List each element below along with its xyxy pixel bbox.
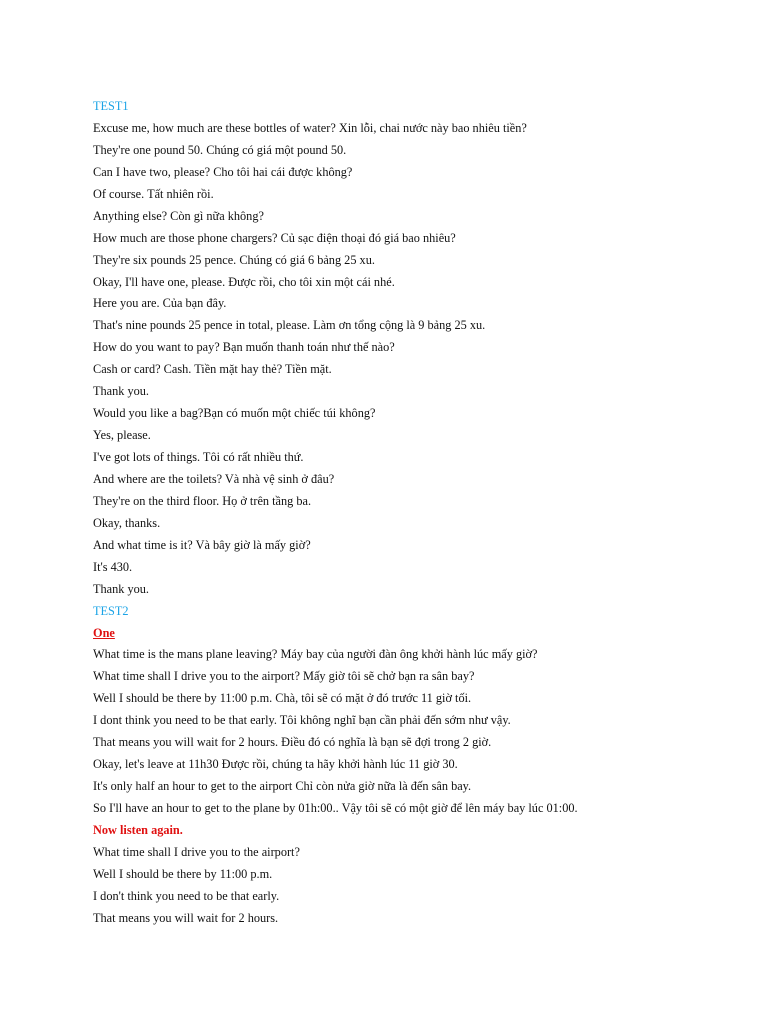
section-heading: TEST2 [93,603,129,618]
text-line: Anything else? Còn gì nữa không? [93,208,264,223]
text-line: That's nine pounds 25 pence in total, please. Làm ơn tổng cộng là 9 bảng 25 xu. [93,318,486,333]
text-line: I don't think you need to be that early. [93,888,280,903]
text-line: Cash or card? Cash. Tiền mặt hay thẻ? Tiền mặt. [93,362,332,377]
text-line: Well I should be there by 11:00 p.m. [93,866,273,881]
text-line: Can I have two, please? Cho tôi hai cái được không? [93,164,353,179]
text-line: And what time is it? Và bây giờ là mấy giờ? [93,537,311,552]
text-line: They're six pounds 25 pence. Chúng có giá 6 bảng 25 xu. [93,252,375,267]
text-line: They're one pound 50. Chúng có giá một pound 50. [93,142,347,157]
text-line: Okay, let's leave at 11h30 Được rồi, chúng ta hãy khởi hành lúc 11 giờ 30. [93,757,458,772]
text-line: Excuse me, how much are these bottles of water? Xin lỗi, chai nước này bao nhiêu tiền? [93,120,527,135]
text-line: Okay, I'll have one, please. Được rồi, cho tôi xin một cái nhé. [93,274,395,289]
text-line: Well I should be there by 11:00 p.m. Chà, tôi sẽ có mặt ở đó trước 11 giờ tối. [93,691,472,706]
text-line: Okay, thanks. [93,515,161,530]
text-line: What time is the mans plane leaving? Máy bay của người đàn ông khởi hành lúc mấy giờ? [93,647,538,662]
text-line: Thank you. [93,384,150,399]
instruction-heading: Now listen again. [93,822,183,837]
document-page [93,96,733,930]
text-line: That means you will wait for 2 hours. Điều đó có nghĩa là bạn sẽ đợi trong 2 giờ. [93,735,492,750]
text-line: Thank you. [93,581,150,596]
text-line: Would you like a bag?Bạn có muốn một chiếc túi không? [93,406,376,421]
text-line: What time shall I drive you to the airport? Mấy giờ tôi sẽ chở bạn ra sân bay? [93,669,475,684]
text-line: Here you are. Của bạn đây. [93,296,227,311]
text-line: They're on the third floor. Họ ở trên tầng ba. [93,493,312,508]
text-line: So I'll have an hour to get to the plane by 01h:00.. Vậy tôi sẽ có một giờ để lên máy bay lúc 01:00. [93,801,578,815]
section-heading: TEST1 [93,99,129,113]
text-line: I've got lots of things. Tôi có rất nhiều thứ. [93,450,304,464]
subsection-heading: One [93,625,115,640]
text-line: Of course. Tất nhiên rồi. [93,186,214,201]
text-line: That means you will wait for 2 hours. [93,910,279,925]
text-line: What time shall I drive you to the airport? [93,844,300,859]
text-line: I dont think you need to be that early. Tôi không nghĩ bạn cần phải đến sớm như vậy. [93,713,511,728]
text-line: Yes, please. [93,428,151,443]
text-line: How do you want to pay? Bạn muốn thanh toán như thế nào? [93,340,395,355]
text-line: How much are those phone chargers? Củ sạc điện thoại đó giá bao nhiêu? [93,230,456,245]
text-line: It's only half an hour to get to the airport Chỉ còn nửa giờ nữa là đến sân bay. [93,779,472,794]
text-line: And where are the toilets? Và nhà vệ sinh ở đâu? [93,471,335,486]
text-line: It's 430. [93,559,133,574]
